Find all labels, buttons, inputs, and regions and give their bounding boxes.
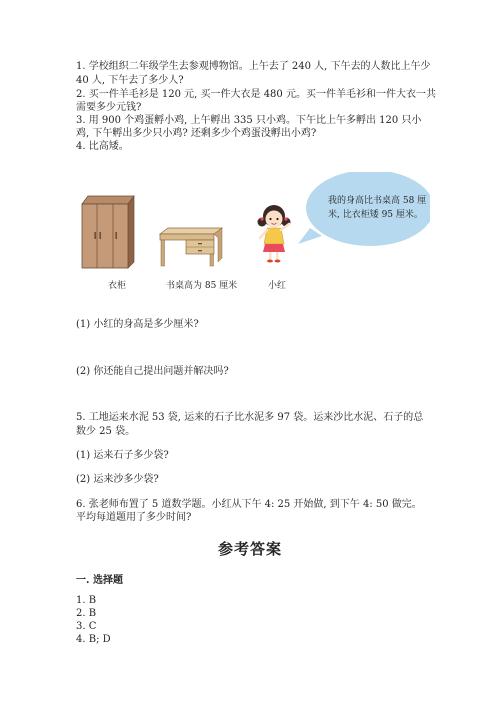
caption-desk: 书桌高为 85 厘米 xyxy=(166,281,238,291)
girl-xiaohong-image xyxy=(258,205,291,263)
q3-line-1: 3. 用 900 个鸡蛋孵小鸡, 上午孵出 335 只小鸡。下午比上午多孵出 120 只小 xyxy=(76,115,422,126)
answer-item: 4. B; D xyxy=(76,634,111,645)
q5-sub-question-2: (2) 运来沙多少袋? xyxy=(76,474,159,485)
q1-line-2: 40 人, 下午去了多少人? xyxy=(76,75,184,86)
q2-line-2: 需要多少元钱? xyxy=(76,102,142,113)
illustration-svg xyxy=(70,172,430,292)
desk-image xyxy=(160,228,222,266)
q1-line-1: 1. 学校组织二年级学生去参观博物馆。上午去了 240 人, 下午去的人数比上午少 xyxy=(76,61,431,72)
answer-item: 3. C xyxy=(76,621,97,632)
q4-title: 4. 比高矮。 xyxy=(76,141,129,152)
caption-girl: 小红 xyxy=(268,281,287,291)
q6-line-2: 平均每道题用了多少时间? xyxy=(76,512,192,523)
q6-line-1: 6. 张老师布置了 5 道数学题。小红从下午 4: 25 开始做, 到下午 4: 50 做完。 xyxy=(76,499,422,510)
q5-line-2: 数少 25 袋。 xyxy=(76,426,136,437)
q5-line-1: 5. 工地运来水泥 53 袋, 运来的石子比水泥多 97 袋。运来沙比水泥、石子的总 xyxy=(76,412,424,423)
q5-sub-question-1: (1) 运来石子多少袋? xyxy=(76,450,169,461)
bubble-text-line-2: 米, 比衣柜矮 95 厘米。 xyxy=(328,210,423,220)
answers-title: 参考答案 xyxy=(217,540,282,558)
caption-wardrobe: 衣柜 xyxy=(108,281,127,291)
answer-item: 2. B xyxy=(76,608,97,619)
answer-item: 1. B xyxy=(76,595,97,606)
q2-line-1: 2. 买一件羊毛衫是 120 元, 买一件大衣是 480 元。买一件羊毛衫和一件大衣一共 xyxy=(76,89,436,100)
wardrobe-image xyxy=(82,196,134,268)
height-comparison-illustration xyxy=(70,172,430,292)
answers-section-heading: 一. 选择题 xyxy=(76,575,123,586)
bubble-text-line-1: 我的身高比书桌高 58 厘 xyxy=(328,196,427,206)
q3-line-2: 鸡, 下午孵出多少只小鸡? 还剩多少个鸡蛋没孵出小鸡? xyxy=(76,128,317,139)
q4-sub-question-2: (2) 你还能自己提出问题并解决吗? xyxy=(76,366,229,377)
q4-sub-question-1: (1) 小红的身高是多少厘米? xyxy=(76,319,199,330)
